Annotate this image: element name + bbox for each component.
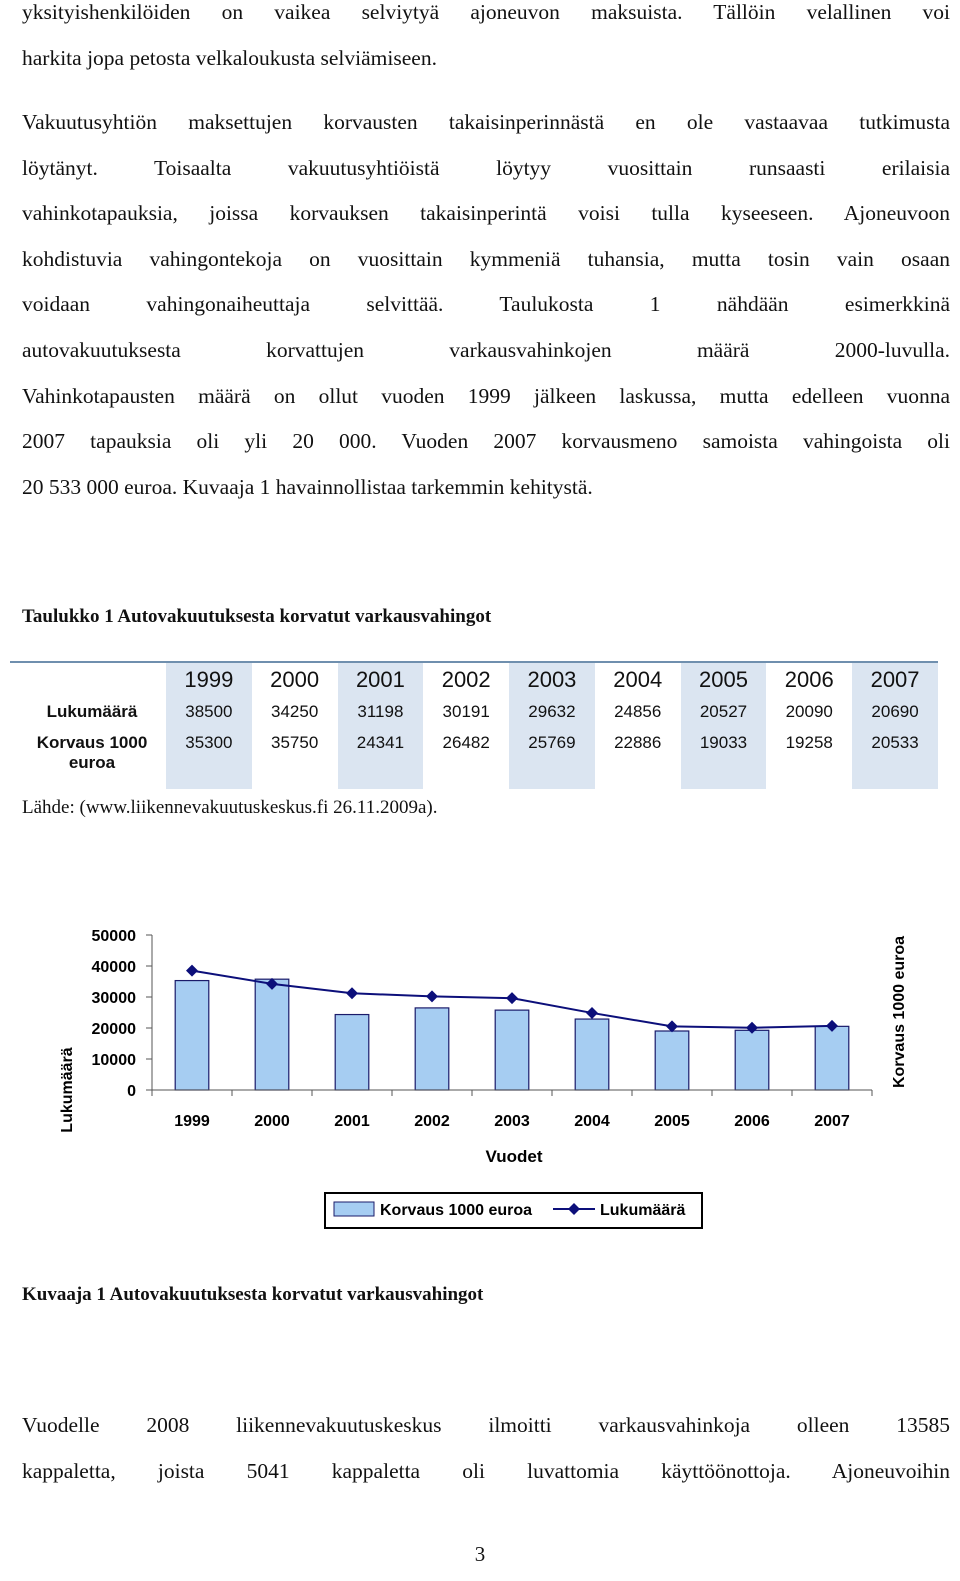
y2-axis-label: Korvaus 1000 euroa bbox=[891, 935, 908, 1089]
data-table bbox=[10, 661, 938, 789]
line-point bbox=[426, 990, 438, 1002]
page-number: 3 bbox=[474, 1542, 486, 1566]
year-header: 2006 bbox=[766, 662, 852, 697]
table-cell: 26482 bbox=[442, 733, 490, 752]
chart-bar bbox=[735, 1030, 769, 1090]
text-line: Vahinkotapausten määrä on ollut vuoden 1999 jälkeen laskussa, mutta edelleen vuonna bbox=[22, 383, 950, 408]
text-line: yksityishenkilöiden on vaikea selviytyä ajoneuvon maksuista. Tällöin velallinen voi bbox=[22, 0, 950, 24]
text-line: vahinkotapauksia, joissa korvauksen takaisinperintä voisi tulla kyseeseen. Ajoneuvoon bbox=[22, 201, 950, 226]
table-cell: 20090 bbox=[785, 702, 833, 721]
y-tick-label: 30000 bbox=[91, 990, 136, 1007]
table-row bbox=[10, 697, 938, 727]
body-paragraph bbox=[22, 100, 950, 510]
x-axis-label: Vuodet bbox=[485, 1147, 543, 1166]
text-line: kappaletta, joista 5041 kappaletta oli luvattomia käyttöönottoja. Ajoneuvoihin bbox=[22, 1458, 950, 1483]
line-point bbox=[506, 992, 518, 1004]
legend-label: Lukumäärä bbox=[600, 1202, 686, 1219]
table-corner-cell bbox=[10, 662, 166, 697]
table-cell: 19258 bbox=[785, 733, 833, 752]
table-cell: 31198 bbox=[338, 697, 424, 727]
y-tick-label: 10000 bbox=[91, 1052, 136, 1069]
legend-swatch-bar bbox=[334, 1202, 374, 1216]
top-paragraph bbox=[22, 0, 950, 81]
table-cell: 22886 bbox=[614, 733, 662, 752]
table-cell: 25769 bbox=[509, 727, 595, 789]
year-header: 2004 bbox=[595, 662, 681, 697]
line-point bbox=[586, 1007, 598, 1019]
combo-chart bbox=[0, 900, 960, 1240]
table-caption: Taulukko 1 Autovakuutuksesta korvatut varkausvahingot bbox=[22, 606, 492, 627]
year-header: 2002 bbox=[423, 662, 509, 697]
y-tick-label: 20000 bbox=[91, 1021, 136, 1038]
line-point bbox=[186, 965, 198, 977]
text-line: kohdistuvia vahingontekoja on vuosittain kymmeniä tuhansia, mutta tosin vain osaan bbox=[22, 246, 950, 271]
chart-bar bbox=[415, 1008, 449, 1090]
x-tick-label: 1999 bbox=[174, 1113, 210, 1130]
body-paragraph bbox=[22, 1403, 950, 1494]
x-tick-label: 2004 bbox=[574, 1113, 610, 1130]
chart-bar bbox=[655, 1031, 689, 1090]
y-tick-label: 40000 bbox=[91, 959, 136, 976]
table-cell: 24341 bbox=[338, 727, 424, 789]
text-line: Vuodelle 2008 liikennevakuutuskeskus ilmoitti varkausvahinkoja olleen 13585 bbox=[22, 1413, 950, 1437]
table-cell: 19033 bbox=[681, 727, 767, 789]
table-cell: 20690 bbox=[852, 697, 938, 727]
x-tick-label: 2006 bbox=[734, 1113, 770, 1130]
table-cell: 38500 bbox=[166, 697, 252, 727]
y-axis-label: Lukumäärä bbox=[59, 1047, 76, 1133]
text-line: 2007 tapauksia oli yli 20 000. Vuoden 2007 korvausmeno samoista vahingoista oli bbox=[22, 429, 950, 454]
table-source: Lähde: (www.liikennevakuutuskeskus.fi 26.11.2009a). bbox=[22, 797, 438, 818]
chart-bar bbox=[815, 1026, 849, 1090]
year-header: 2000 bbox=[252, 662, 338, 697]
table-cell: 34250 bbox=[271, 702, 319, 721]
legend-label: Korvaus 1000 euroa bbox=[380, 1202, 533, 1219]
table-cell: 29632 bbox=[509, 697, 595, 727]
x-tick-label: 2000 bbox=[254, 1113, 290, 1130]
table-cell: 20527 bbox=[681, 697, 767, 727]
x-tick-label: 2001 bbox=[334, 1113, 370, 1130]
chart-bar bbox=[575, 1019, 609, 1090]
figure-caption: Kuvaaja 1 Autovakuutuksesta korvatut varkausvahingot bbox=[22, 1284, 484, 1305]
text-line: Vakuutusyhtiön maksettujen korvausten takaisinperinnästä en ole vastaavaa tutkimusta bbox=[22, 110, 950, 134]
text-line: löytänyt. Toisaalta vakuutusyhtiöistä löytyy vuosittain runsaasti erilaisia bbox=[22, 155, 950, 180]
x-tick-label: 2005 bbox=[654, 1113, 690, 1130]
year-header: 2003 bbox=[509, 662, 595, 697]
chart-legend bbox=[325, 1193, 702, 1228]
text-line: 20 533 000 euroa. Kuvaaja 1 havainnollistaa tarkemmin kehitystä. bbox=[22, 474, 593, 499]
chart-bar bbox=[495, 1010, 529, 1090]
chart-bar bbox=[175, 981, 209, 1090]
y-tick-label: 50000 bbox=[91, 928, 136, 945]
y-tick-label: 0 bbox=[127, 1083, 136, 1100]
table-cell: 35300 bbox=[166, 727, 252, 789]
row-label: Korvaus 1000 euroa bbox=[10, 727, 166, 789]
table-cell: 35750 bbox=[271, 733, 319, 752]
text-line: voidaan vahingonaiheuttaja selvittää. Taulukosta 1 nähdään esimerkkinä bbox=[22, 292, 950, 317]
year-header: 2005 bbox=[681, 662, 767, 697]
line-point bbox=[346, 987, 358, 999]
chart-bar bbox=[255, 979, 289, 1090]
text-line: autovakuutuksesta korvattujen varkausvahinkojen määrä 2000-luvulla. bbox=[22, 337, 950, 362]
x-tick-label: 2003 bbox=[494, 1113, 530, 1130]
year-header: 2007 bbox=[852, 662, 938, 697]
table-header-row bbox=[10, 662, 938, 697]
x-tick-label: 2002 bbox=[414, 1113, 450, 1130]
table-cell: 30191 bbox=[442, 702, 490, 721]
table-cell: 24856 bbox=[614, 702, 662, 721]
year-header: 2001 bbox=[338, 662, 424, 697]
table-cell: 20533 bbox=[852, 727, 938, 789]
year-header: 1999 bbox=[166, 662, 252, 697]
text-line: harkita jopa petosta velkaloukusta selviämiseen. bbox=[22, 45, 437, 70]
chart-bar bbox=[335, 1015, 369, 1090]
table-row bbox=[10, 727, 938, 789]
x-tick-label: 2007 bbox=[814, 1113, 850, 1130]
row-label: Lukumäärä bbox=[10, 697, 166, 727]
